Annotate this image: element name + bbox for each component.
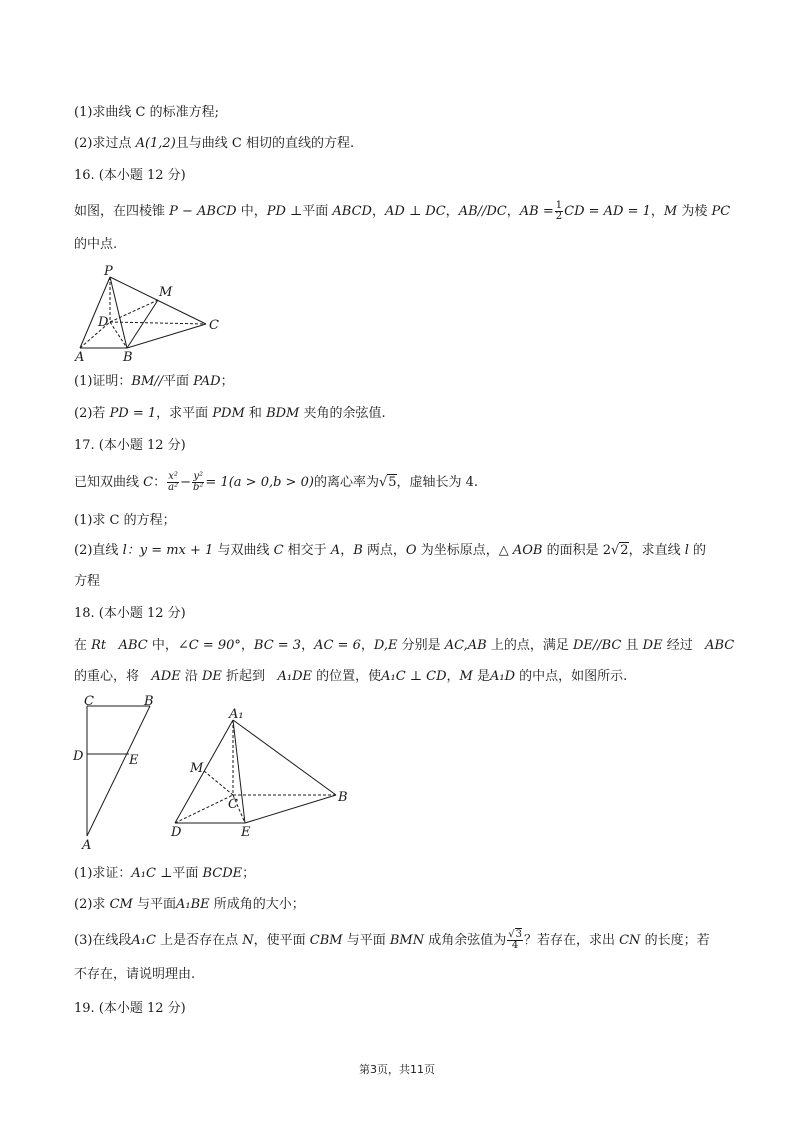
q15-part1: (1)求曲线 C 的标准方程; bbox=[74, 105, 220, 120]
q18-folded-figure bbox=[165, 700, 360, 842]
edge-dc bbox=[110, 322, 206, 324]
q17-part2: (2)直线 l：y = mx + 1 与双曲线 C 相交于 A，B 两点，O 为坐标原点，△ AOB 的面积是 2√2，求直线 l 的 bbox=[74, 543, 707, 558]
q16-part2: (2)若 PD = 1，求平面 PDM 和 BDM 夹角的余弦值. bbox=[74, 406, 386, 421]
edge-a1b bbox=[233, 720, 336, 795]
q18-part3: (3)在线段A₁C 上是否存在点 N，使平面 CBM 与平面 BMN 成角余弦值为 $\frac{√3}{4}$ ？若存在，求出 CN 的长度；若 bbox=[74, 929, 710, 951]
q16-stem: 如图，在四棱锥 P − ABCD 中，PD ⊥平面 ABCD，AD ⊥ DC，AB//DC，AB = $\frac{1}{2}$ CD = AD = 1，M 为棱 PC bbox=[74, 200, 731, 222]
sqrt-two: √2 bbox=[611, 543, 629, 558]
q17-stem: 已知双曲线 C： $\frac{\text{x²}}{\text{a²}}$ − $\frac{\text{y²}}{\text{b²}}$ = 1(a > 0,b > 0)的离心率为√5，虚轴长为 4. bbox=[74, 471, 479, 493]
label-b: B bbox=[338, 790, 348, 805]
label-p: P bbox=[104, 264, 113, 279]
q19-header: 19. (本小题 12 分) bbox=[74, 1001, 186, 1016]
edge-pa bbox=[80, 277, 110, 348]
q16-header: 16. (本小题 12 分) bbox=[74, 168, 186, 183]
q18-part3-line2: 不存在，请说明理由. bbox=[74, 967, 196, 982]
edge-pb bbox=[110, 277, 127, 348]
q18-stem-line2: 的重心，将 ADE 沿 DE 折起到 A₁DE 的位置，使A₁C ⊥ CD，M 是A₁D 的中点，如图所示. bbox=[74, 669, 628, 684]
q17-header: 17. (本小题 12 分) bbox=[74, 438, 186, 453]
label-e: E bbox=[241, 825, 251, 840]
q18-part2: (2)求 CM 与平面A₁BE 所成角的大小； bbox=[74, 897, 305, 912]
label-c: C bbox=[228, 797, 238, 812]
label-b: B bbox=[144, 694, 154, 709]
q16-pyramid-figure bbox=[72, 264, 232, 364]
label-c: C bbox=[84, 694, 94, 709]
edge-dc bbox=[175, 795, 233, 823]
label-a: A bbox=[82, 838, 92, 852]
label-c: C bbox=[209, 318, 219, 333]
fraction-x2-a2: $\frac{\text{x²}}{\text{a²}}$ bbox=[168, 471, 179, 493]
edge-bc bbox=[127, 324, 206, 348]
label-d: D bbox=[98, 315, 109, 330]
q16-stem-line2: 的中点. bbox=[74, 237, 118, 252]
q17-part1: (1)求 C 的方程； bbox=[74, 513, 176, 528]
q15-part2: (2)求过点 A(1,2)且与曲线 C 相切的直线的方程. bbox=[74, 136, 355, 151]
q17-part2-line2: 方程 bbox=[74, 574, 101, 589]
q18-stem-line1: 在 Rt ABC 中，∠C = 90°，BC = 3，AC = 6，D,E 分别是 AC,AB 上的点，满足 DE//BC 且 DE 经过 ABC bbox=[74, 638, 735, 653]
label-m: M bbox=[159, 285, 173, 300]
label-m: M bbox=[190, 761, 204, 776]
fraction-y2-b2: $\frac{\text{y²}}{\text{b²}}$ bbox=[193, 471, 204, 493]
label-b: B bbox=[123, 350, 133, 364]
page-footer: 第3页，共11页 bbox=[359, 1063, 435, 1076]
sqrt-five: √5 bbox=[378, 475, 397, 490]
label-e: E bbox=[129, 753, 139, 768]
q18-triangle-figure bbox=[70, 694, 170, 852]
fraction-half: $\frac{1}{2}$ bbox=[555, 200, 563, 222]
label-a: A bbox=[75, 350, 85, 364]
edge-eb bbox=[245, 795, 336, 823]
edge-db bbox=[110, 322, 127, 348]
fraction-sqrt3-over-4: $\frac{√3}{4}$ bbox=[508, 929, 522, 951]
label-a1: A₁ bbox=[229, 707, 244, 722]
edge-mc bbox=[204, 771, 233, 795]
label-d: D bbox=[171, 825, 182, 840]
q18-part1: (1)求证：A₁C ⊥平面 BCDE； bbox=[74, 866, 256, 881]
q16-part1: (1)证明：BM//平面 PAD； bbox=[74, 374, 234, 389]
label-d: D bbox=[73, 749, 84, 764]
q18-header: 18. (本小题 12 分) bbox=[74, 606, 186, 621]
edge-ba bbox=[87, 706, 150, 836]
